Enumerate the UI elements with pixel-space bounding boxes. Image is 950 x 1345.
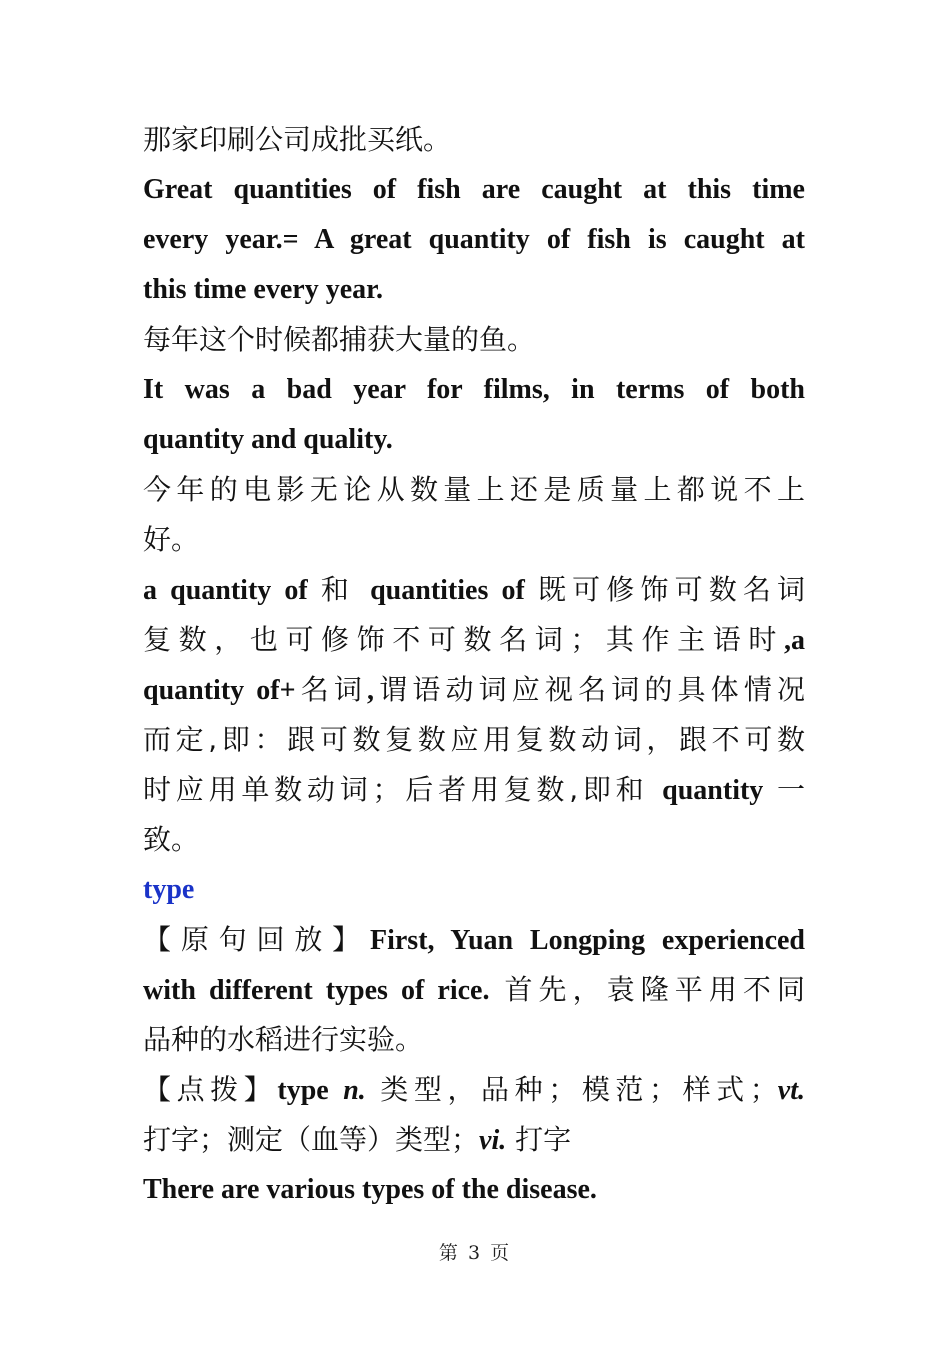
text-line: 每年这个时候都捕获大量的鱼。 — [143, 323, 536, 356]
document-body — [143, 115, 805, 1215]
text-segment: 类型，品种；模范；样式； — [365, 1073, 778, 1106]
text-segment: with different types of rice. — [143, 975, 490, 1006]
text-line: 今年的电影无论从数量上还是质量上都说不上 — [143, 473, 805, 506]
text-line — [143, 915, 805, 965]
section-tag: 【点拨】 — [143, 1073, 278, 1106]
text-line: 致。 — [143, 823, 200, 856]
text-segment: ,a — [784, 625, 805, 656]
text-line — [143, 965, 805, 1015]
text-segment: quantity — [662, 775, 764, 806]
text-segment: 既可修饰可数名词 — [537, 573, 805, 606]
part-of-speech: vi. — [479, 1125, 507, 1156]
text-line: 品种的水稻进行实验。 — [143, 1023, 424, 1056]
text-segment: 复数，也可修饰不可数名词；其作主语时 — [143, 623, 784, 656]
text-line: every year.= A great quantity of fish is caught at — [143, 224, 805, 255]
text-line — [143, 765, 805, 815]
text-line: 那家印刷公司成批买纸。 — [143, 123, 452, 156]
text-segment: 一 — [763, 773, 805, 806]
text-line: 好。 — [143, 523, 200, 556]
vocab-heading: type — [143, 874, 195, 905]
text-line: this time every year. — [143, 274, 383, 305]
text-segment: 谓语动词应视名词的具体情况 — [374, 673, 805, 706]
text-line: Great quantities of fish are caught at this time — [143, 174, 805, 205]
part-of-speech: n. — [343, 1075, 366, 1106]
text-segment: , — [367, 675, 375, 706]
text-segment: quantity of+ — [143, 675, 296, 706]
text-line: 而定,即：跟可数复数应用复数动词，跟不可数 — [143, 723, 805, 756]
text-line: There are various types of the disease. — [143, 1174, 597, 1205]
text-line — [143, 1065, 805, 1115]
text-line — [143, 565, 805, 615]
text-segment: a quantity of — [143, 575, 321, 606]
text-segment: quantities of — [370, 575, 538, 606]
text-segment: 首先，袁隆平用不同 — [489, 973, 805, 1006]
text-line — [143, 665, 805, 715]
part-of-speech: vt. — [777, 1075, 805, 1106]
text-line: It was a bad year for films, in terms of both — [143, 374, 805, 405]
text-line — [143, 615, 805, 665]
text-segment: 打字；测定（血等）类型； — [143, 1123, 480, 1156]
text-segment: First, Yuan Longping experienced — [369, 925, 805, 956]
text-segment: type — [277, 1075, 329, 1106]
text-line — [143, 1115, 805, 1165]
page-number: 第 3 页 — [438, 1242, 512, 1264]
text-segment: 名词 — [295, 673, 368, 706]
section-tag: 【原句回放】 — [143, 923, 370, 956]
text-segment: 和 — [320, 573, 371, 606]
text-segment: 时应用单数动词；后者用复数,即和 — [143, 773, 663, 806]
text-line: quantity and quality. — [143, 424, 393, 455]
text-segment: 打字 — [506, 1123, 572, 1156]
